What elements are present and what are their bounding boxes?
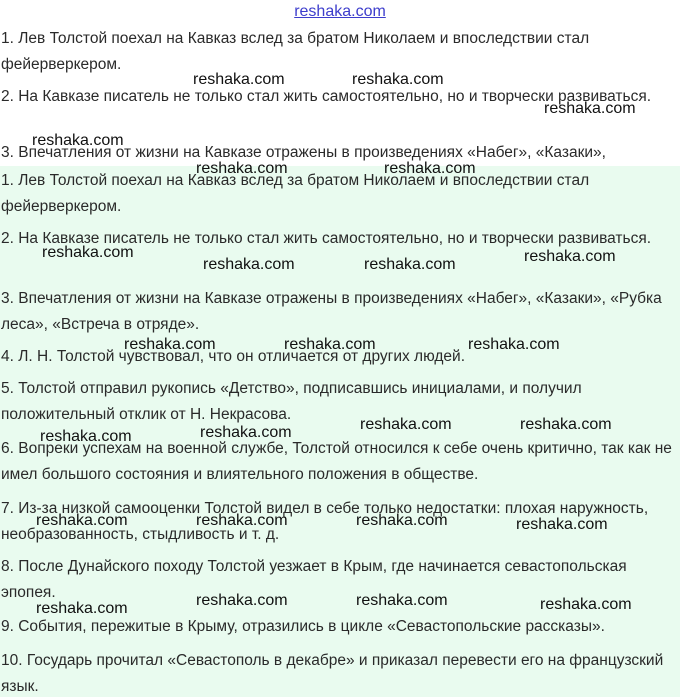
watermark: reshaka.com — [524, 248, 616, 265]
watermark: reshaka.com — [384, 160, 476, 177]
site-link[interactable]: reshaka.com — [294, 3, 386, 20]
paragraph: 1. Лев Толстой поехал на Кавказ вслед за братом Николаем и впоследствии стал фейерверкером. — [1, 172, 590, 215]
watermark: reshaka.com — [36, 512, 128, 529]
watermark: reshaka.com — [544, 100, 636, 117]
paragraph: 1. Лев Толстой поехал на Кавказ вслед за братом Николаем и впоследствии стал фейерверкером. — [1, 30, 590, 73]
watermark: reshaka.com — [360, 416, 452, 433]
watermark: reshaka.com — [352, 71, 444, 88]
paragraph: 9. События, пережитые в Крыму, отразились в цикле «Севастопольские рассказы». — [1, 618, 605, 635]
watermark: reshaka.com — [468, 336, 560, 353]
paragraph: 7. Из-за низкой самооценки Толстой видел в себе только недостатки: плохая наружность, необразованность, стыдливость и т. д. — [1, 500, 649, 543]
paragraph: 3. Впечатления от жизни на Кавказе отражены в произведениях «Набег», «Казаки», — [1, 144, 606, 161]
watermark: reshaka.com — [540, 596, 632, 613]
watermark: reshaka.com — [36, 600, 128, 617]
watermark: reshaka.com — [284, 336, 376, 353]
watermark: reshaka.com — [193, 71, 285, 88]
paragraph: 3. Впечатления от жизни на Кавказе отражены в произведениях «Набег», «Казаки», «Рубка леса», «Встреча в отряде». — [1, 290, 662, 333]
paragraph: 5. Толстой отправил рукопись «Детство», подписавшись инициалами, и получил положительный отклик от Н. Некрасова. — [1, 380, 582, 423]
paragraph: 10. Государь прочитал «Севастополь в декабре» и приказал перевести его на французский язык. — [1, 652, 664, 695]
paragraph: 8. После Дунайского походу Толстой уезжает в Крым, где начинается севастопольская эпопея. — [1, 558, 627, 601]
watermark: reshaka.com — [196, 592, 288, 609]
paragraph: 2. На Кавказе писатель не только стал жить самостоятельно, но и творчески развиваться. — [1, 230, 652, 247]
watermark: reshaka.com — [356, 592, 448, 609]
watermark: reshaka.com — [124, 336, 216, 353]
watermark: reshaka.com — [42, 244, 134, 261]
paragraph: 2. На Кавказе писатель не только стал жить самостоятельно, но и творчески развиваться. — [1, 88, 652, 105]
watermark: reshaka.com — [520, 416, 612, 433]
watermark: reshaka.com — [364, 256, 456, 273]
paragraph: 4. Л. Н. Толстой чувствовал, что он отличается от других людей. — [1, 348, 466, 365]
watermark: reshaka.com — [196, 160, 288, 177]
watermark: reshaka.com — [32, 132, 124, 149]
paragraph: 6. Вопреки успехам на военной службе, Толстой относился к себе очень критично, так как не имел большого состояния и влиятельного положения в обществе. — [1, 440, 672, 483]
watermark: reshaka.com — [356, 512, 448, 529]
watermark: reshaka.com — [200, 424, 292, 441]
watermark: reshaka.com — [196, 512, 288, 529]
watermark: reshaka.com — [203, 256, 295, 273]
watermark: reshaka.com — [516, 516, 608, 533]
site-header — [0, 0, 680, 24]
watermark: reshaka.com — [40, 428, 132, 445]
